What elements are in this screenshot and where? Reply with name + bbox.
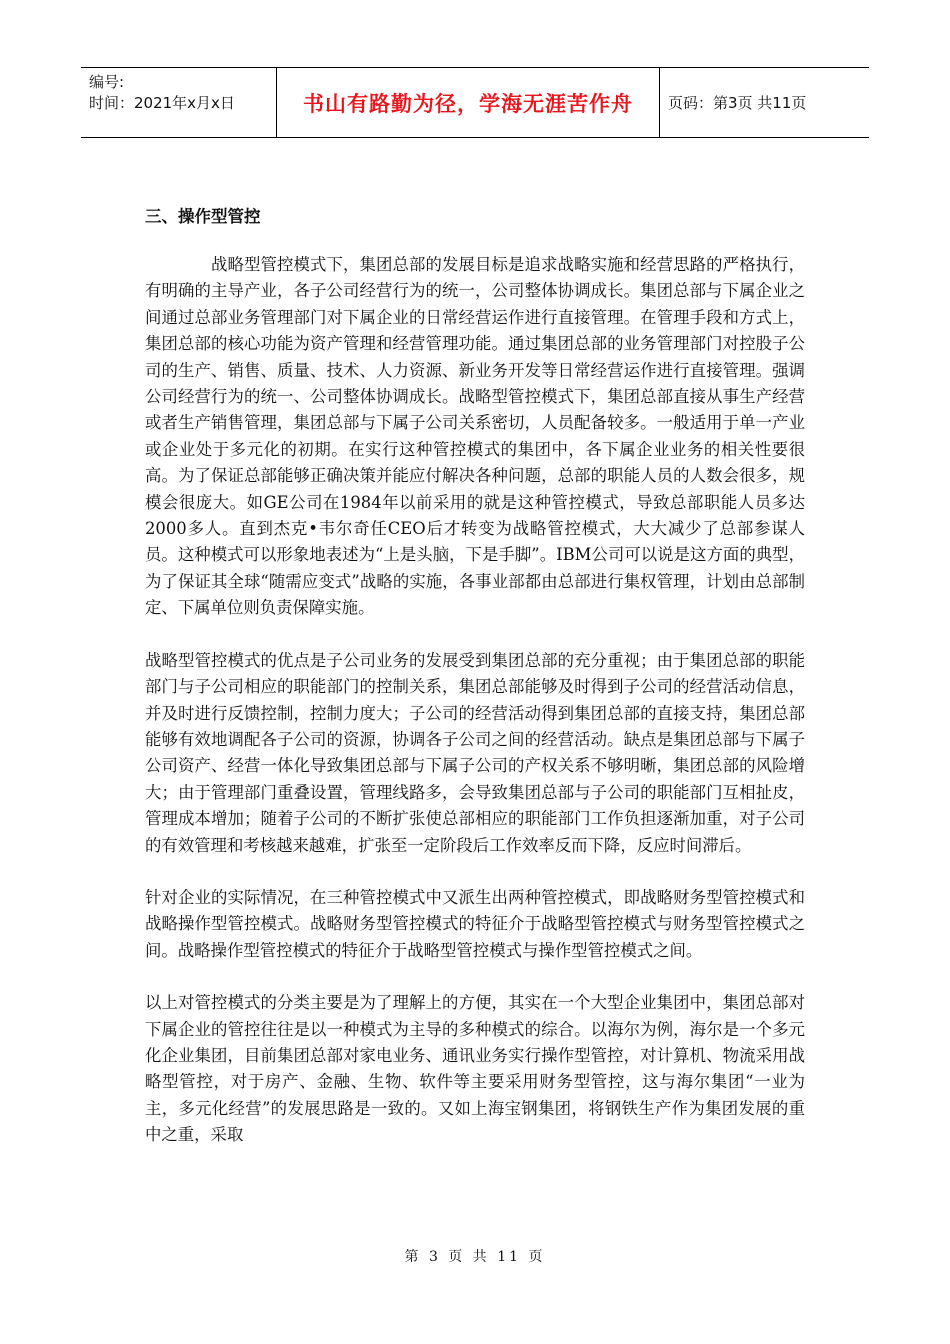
header-motto: 书山有路勤为径，学海无涯苦作舟 — [303, 91, 633, 116]
header-page-info-cell — [660, 68, 869, 137]
body-paragraph: 战略型管控模式的优点是子公司业务的发展受到集团总部的充分重视；由于集团总部的职能部门与子公司相应的职能部门的控制关系，集团总部能够及时得到子公司的经营活动信息，并及时进行反馈控制，控制力度大；子公司的经营活动得到集团总部的直接支持，集团总部能够有效地调配各子公司的资源，协调各子公司之间的经营活动。缺点是集团总部与下属子公司资产、经营一体化导致集团总部与下属子公司的产权关系不够明晰，集团总部的风险增大；由于管理部门重叠设置，管理线路多，会导致集团总部与子公司的职能部门互相扯皮，管理成本增加；随着子公司的不断扩张使总部相应的职能部门工作负担逐渐加重，对子公司的有效管理和考核越来越难，扩张至一定阶段后工作效率反而下降，反应时间滞后。 — [145, 650, 805, 855]
document-body — [145, 204, 805, 1175]
body-paragraph: 战略型管控模式下，集团总部的发展目标是追求战略实施和经营思路的严格执行，有明确的主导产业，各子公司经营行为的统一，公司整体协调成长。集团总部与下属企业之间通过总部业务管理部门对下属企业的日常经营运作进行直接管理。在管理手段和方式上，集团总部的核心功能为资产管理和经营管理功能。通过集团总部的业务管理部门对控股子公司的生产、销售、质量、技术、人力资源、新业务开发等日常经营运作进行直接管理。强调公司经营行为的统一、公司整体协调成长。战略型管控模式下，集团总部直接从事生产经营或者生产销售管理，集团总部与下属子公司关系密切，人员配备较多。一般适用于单一产业或企业处于多元化的初期。在实行这种管控模式的集团中，各下属企业业务的相关性要很高。为了保证总部能够正确决策并能应付解决各种问题，总部的职能人员的人数会很多，规模会很庞大。如GE公司在1984年以前采用的就是这种管控模式，导致总部职能人员多达2000多人。直到杰克•韦尔奇任CEO后才转变为战略管控模式，大大减少了总部参谋人员。这种模式可以形象地表述为“上是头脑，下是手脚”。IBM公司可以说是这方面的典型，为了保证其全球“随需应变式”战略的实施，各事业部都由总部进行集权管理，计划由总部制定、下属单位则负责保障实施。 — [145, 255, 805, 618]
body-paragraph: 以上对管控模式的分类主要是为了理解上的方便，其实在一个大型企业集团中，集团总部对下属企业的管控往往是以一种模式为主导的多种模式的综合。以海尔为例，海尔是一个多元化企业集团，目前集团总部对家电业务、通讯业务实行操作型管控，对计算机、物流采用战略型管控，对于房产、金融、生物、软件等主要采用财务型管控，这与海尔集团“一业为主，多元化经营”的发展思路是一致的。又如上海宝钢集团，将钢铁生产作为集团发展的重中之重，采取 — [145, 993, 805, 1145]
document-number-label: 编号: — [89, 73, 125, 91]
header-meta — [81, 68, 277, 137]
header-motto-cell — [277, 68, 660, 137]
section-heading: 三、操作型管控 — [145, 207, 261, 226]
page-header — [81, 67, 869, 138]
body-paragraph: 针对企业的实际情况，在三种管控模式中又派生出两种管控模式，即战略财务型管控模式和战略操作型管控模式。战略财务型管控模式的特征介于战略型管控模式与财务型管控模式之间。战略操作型管控模式的特征介于战略型管控模式与操作型管控模式之间。 — [145, 887, 805, 960]
header-page-info: 页码：第3页 共11页 — [668, 94, 807, 112]
page-footer: 第 3 页 共 11 页 — [404, 1249, 546, 1265]
document-date: 时间：2021年x月x日 — [89, 94, 235, 112]
